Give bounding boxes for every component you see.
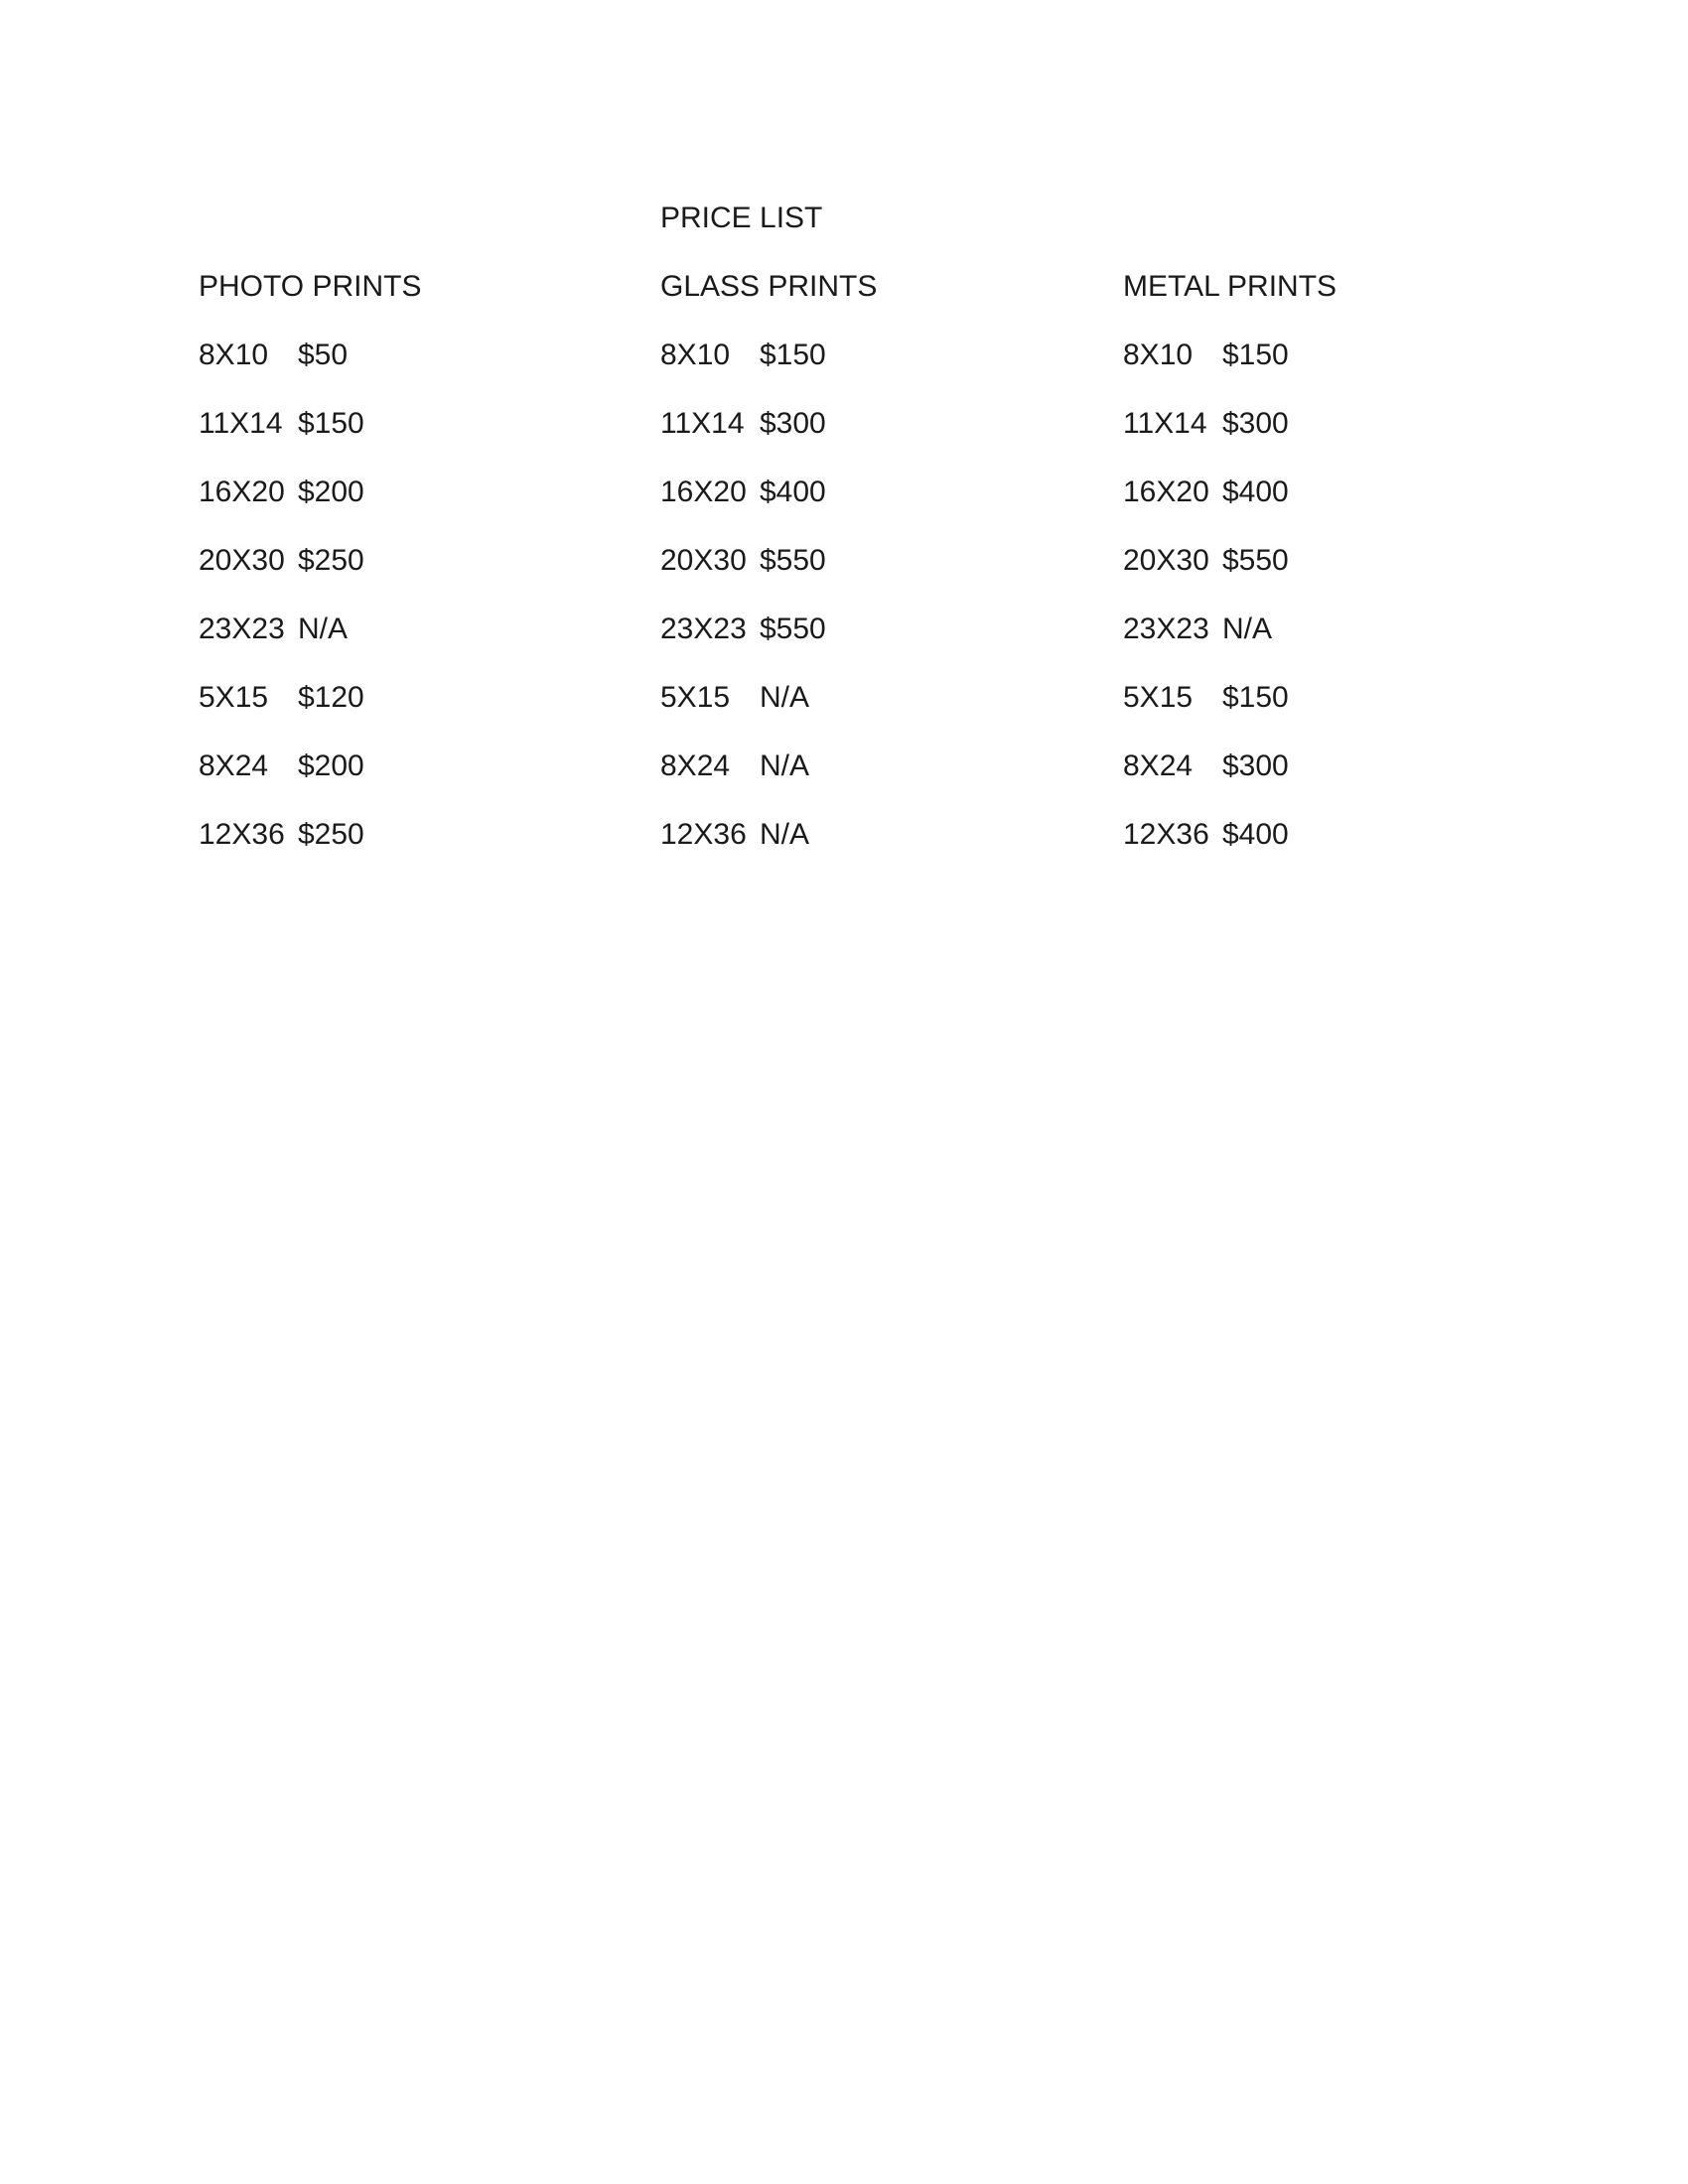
print-size: 12X36 — [660, 818, 747, 851]
print-size: 23X23 — [199, 613, 285, 645]
print-size: 20X30 — [1123, 544, 1209, 577]
price-list — [199, 334, 635, 882]
price-row — [660, 334, 1097, 402]
column-heading: METAL PRINTS — [1123, 270, 1337, 303]
print-size: 12X36 — [1123, 818, 1209, 851]
print-size: 8X10 — [1123, 339, 1194, 371]
print-price: $200 — [298, 476, 364, 508]
price-row — [199, 539, 635, 608]
print-price: $300 — [1222, 407, 1289, 440]
print-price: $300 — [1222, 750, 1289, 782]
price-row — [199, 471, 635, 539]
price-row — [199, 745, 635, 813]
print-price: N/A — [760, 750, 810, 782]
print-price: $400 — [1222, 476, 1289, 508]
print-size: 20X30 — [199, 544, 285, 577]
print-size: 23X23 — [660, 613, 747, 645]
price-list — [1123, 334, 1560, 882]
price-row — [660, 608, 1097, 676]
column-heading: PHOTO PRINTS — [199, 270, 422, 303]
price-row — [199, 334, 635, 402]
print-size: 5X15 — [660, 681, 731, 714]
print-price: $200 — [298, 750, 364, 782]
price-list — [660, 334, 1097, 882]
page-title: PRICE LIST — [660, 202, 823, 234]
print-size: 16X20 — [660, 476, 747, 508]
print-size: 8X24 — [1123, 750, 1194, 782]
price-row — [660, 471, 1097, 539]
print-size: 20X30 — [660, 544, 747, 577]
print-size: 11X14 — [660, 407, 745, 440]
price-row — [660, 402, 1097, 471]
print-size: 8X24 — [660, 750, 731, 782]
print-price: N/A — [298, 613, 349, 645]
print-size: 23X23 — [1123, 613, 1209, 645]
print-price: N/A — [760, 818, 810, 851]
print-price: N/A — [760, 681, 810, 714]
price-row — [199, 676, 635, 745]
print-price: $400 — [1222, 818, 1289, 851]
print-size: 11X14 — [1123, 407, 1207, 440]
print-price: $250 — [298, 544, 364, 577]
price-row — [660, 539, 1097, 608]
print-size: 16X20 — [1123, 476, 1209, 508]
price-row — [1123, 745, 1560, 813]
price-row — [1123, 334, 1560, 402]
print-price: $150 — [298, 407, 364, 440]
price-row — [1123, 608, 1560, 676]
print-price: $400 — [760, 476, 826, 508]
print-size: 12X36 — [199, 818, 285, 851]
print-price: $300 — [760, 407, 826, 440]
price-row — [660, 745, 1097, 813]
print-price: N/A — [1222, 613, 1273, 645]
print-size: 8X10 — [660, 339, 731, 371]
price-row — [199, 608, 635, 676]
price-row — [199, 813, 635, 882]
print-price: $150 — [1222, 681, 1289, 714]
metal-prints-column — [1123, 265, 1560, 882]
print-price: $120 — [298, 681, 364, 714]
price-row — [660, 676, 1097, 745]
print-price: $150 — [1222, 339, 1289, 371]
print-price: $550 — [1222, 544, 1289, 577]
print-price: $50 — [298, 339, 349, 371]
price-row — [1123, 402, 1560, 471]
photo-prints-column — [199, 265, 635, 882]
print-price: $550 — [760, 613, 826, 645]
price-row — [1123, 676, 1560, 745]
glass-prints-column — [660, 265, 1097, 882]
column-heading: GLASS PRINTS — [660, 270, 878, 303]
print-size: 5X15 — [199, 681, 269, 714]
print-size: 16X20 — [199, 476, 285, 508]
print-price: $250 — [298, 818, 364, 851]
print-size: 5X15 — [1123, 681, 1194, 714]
price-row — [660, 813, 1097, 882]
price-row — [1123, 813, 1560, 882]
print-size: 8X24 — [199, 750, 269, 782]
print-size: 8X10 — [199, 339, 269, 371]
price-row — [199, 402, 635, 471]
print-price: $550 — [760, 544, 826, 577]
price-row — [1123, 539, 1560, 608]
print-size: 11X14 — [199, 407, 283, 440]
price-row — [1123, 471, 1560, 539]
print-price: $150 — [760, 339, 826, 371]
